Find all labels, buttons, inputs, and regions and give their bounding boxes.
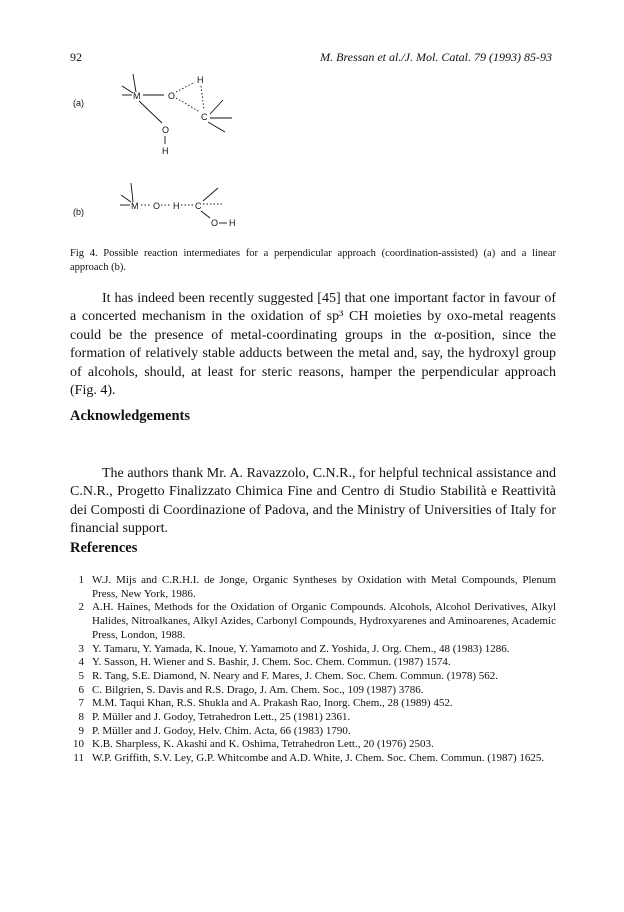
body-paragraph: It has indeed been recently suggested [45] that one important factor in favour of a concerted mechanism in the oxidation of sp³ CH moieties by oxo-metal reagents could be the presence of metal-coordinating groups in the α-position, since the formation of relatively stable adducts between the metal and, say, the hydroxyl group of alcohols, should, at least for steric reasons, hamper the perpendicular approach (Fig. 4). [70,291,556,399]
panel-a-label: (a) [73,98,84,108]
figure-4 [60,70,560,240]
reference-number: 5 [78,669,84,682]
figure-caption: Fig 4. Possible reaction intermediates for a perpendicular approach (coordination-assisted) (a) and a linear approach (b). [70,247,556,273]
reference-text: K.B. Sharpless, K. Akashi and K. Oshima, Tetrahedron Lett., 20 (1976) 2503. [92,738,434,751]
reference-text: R. Tang, S.E. Diamond, N. Neary and F. Mares, J. Chem. Soc. Chem. Commun. (1978) 562. [92,669,499,682]
bond-line [139,101,162,123]
atom-oxygen-b2: O [211,218,219,228]
bond-line [208,122,225,132]
reference-item [70,643,556,657]
reference-text: P. Müller and J. Godoy, Tetrahedron Lett., 25 (1981) 2361. [92,711,351,724]
reference-list [70,574,556,766]
reference-text: M.M. Taqui Khan, R.S. Shukla and A. Prakash Rao, Inorg. Chem., 28 (1989) 452. [92,697,453,710]
bond-line [121,195,131,202]
reference-number: 7 [78,697,84,710]
atom-hydrogen-a2: H [162,146,169,156]
atom-oxygen-b: O [153,201,161,211]
reference-item [70,574,556,601]
reference-number: 8 [78,711,84,724]
reference-number: 1 [78,574,84,586]
page-number: 92 [70,50,82,64]
reference-item [70,752,556,766]
bond-line [122,86,133,93]
reference-item [70,670,556,684]
reference-item [70,656,556,670]
reference-number: 10 [73,738,84,751]
atom-hydrogen-b2: H [229,218,236,228]
bond-dotted [176,98,200,112]
atom-oxygen-a: O [168,91,176,101]
reference-text: W.P. Griffith, S.V. Ley, G.P. Whitcombe and A.D. White, J. Chem. Soc. Chem. Commun. (1987) 1625. [92,752,545,765]
reference-text: Y. Sasson, H. Wiener and S. Bashir, J. Chem. Soc. Chem. Commun. (1987) 1574. [92,656,451,669]
reference-item [70,711,556,725]
reference-item [70,684,556,698]
atom-oxygen-a2: O [162,125,170,135]
bond-dotted [201,86,204,110]
bond-line [203,188,218,201]
atom-carbon-b: C [195,201,202,211]
reference-number: 6 [78,683,84,696]
reference-number: 3 [78,642,84,655]
reference-item [70,738,556,752]
reference-item [70,601,556,642]
bond-line [201,211,210,218]
running-head: M. Bressan et al./J. Mol. Catal. 79 (1993) 85-93 [320,50,552,64]
bond-line [133,74,136,92]
reference-text: Y. Tamaru, Y. Yamada, K. Inoue, Y. Yamamoto and Z. Yoshida, J. Org. Chem., 48 (1983) 1286. [92,642,510,655]
bond-dotted [176,82,195,92]
acknowledgements-heading: Acknowledgements [70,408,191,424]
atom-metal-a: M [133,91,141,101]
reference-text: C. Bilgrien, S. Davis and R.S. Drago, J. Am. Chem. Soc., 109 (1987) 3786. [92,683,424,696]
reference-number: 9 [78,724,84,737]
atom-hydrogen-b: H [173,201,180,211]
atom-hydrogen-a: H [197,75,204,85]
reference-number: 11 [73,752,84,765]
reference-item [70,725,556,739]
reference-text: P. Müller and J. Godoy, Helv. Chim. Acta, 66 (1983) 1790. [92,724,351,737]
references-heading: References [70,540,138,556]
reference-number: 2 [78,601,84,614]
reference-text: W.J. Mijs and C.R.H.I. de Jonge, Organic Syntheses by Oxidation with Metal Compounds, Plenum Press, New York, 1986. [92,574,556,600]
atom-metal-b: M [131,201,139,211]
panel-b-label: (b) [73,207,84,217]
reference-number: 4 [78,656,84,669]
bond-line [131,183,133,202]
reference-text: A.H. Haines, Methods for the Oxidation of Organic Compounds. Alcohols, Alcohol Derivatives, Alkyl Halides, Nitroalkanes, Alkyl Azides, Carbonyl Compounds, Hydroxyarenes and Aminoarenes, Academic Press, London, 1988. [92,601,556,641]
bond-line [210,100,223,114]
reference-item [70,697,556,711]
atom-carbon-a: C [201,112,208,122]
acknowledgements-text: The authors thank Mr. A. Ravazzolo, C.N.R., for helpful technical assistance and C.N.R., Progetto Finalizzato Chimica Fine and Centro di Studio Stabilità e Reattività dei Composti di Coordinazione of Padova, and the Ministry of Universities of Italy for financial support. [70,466,556,537]
